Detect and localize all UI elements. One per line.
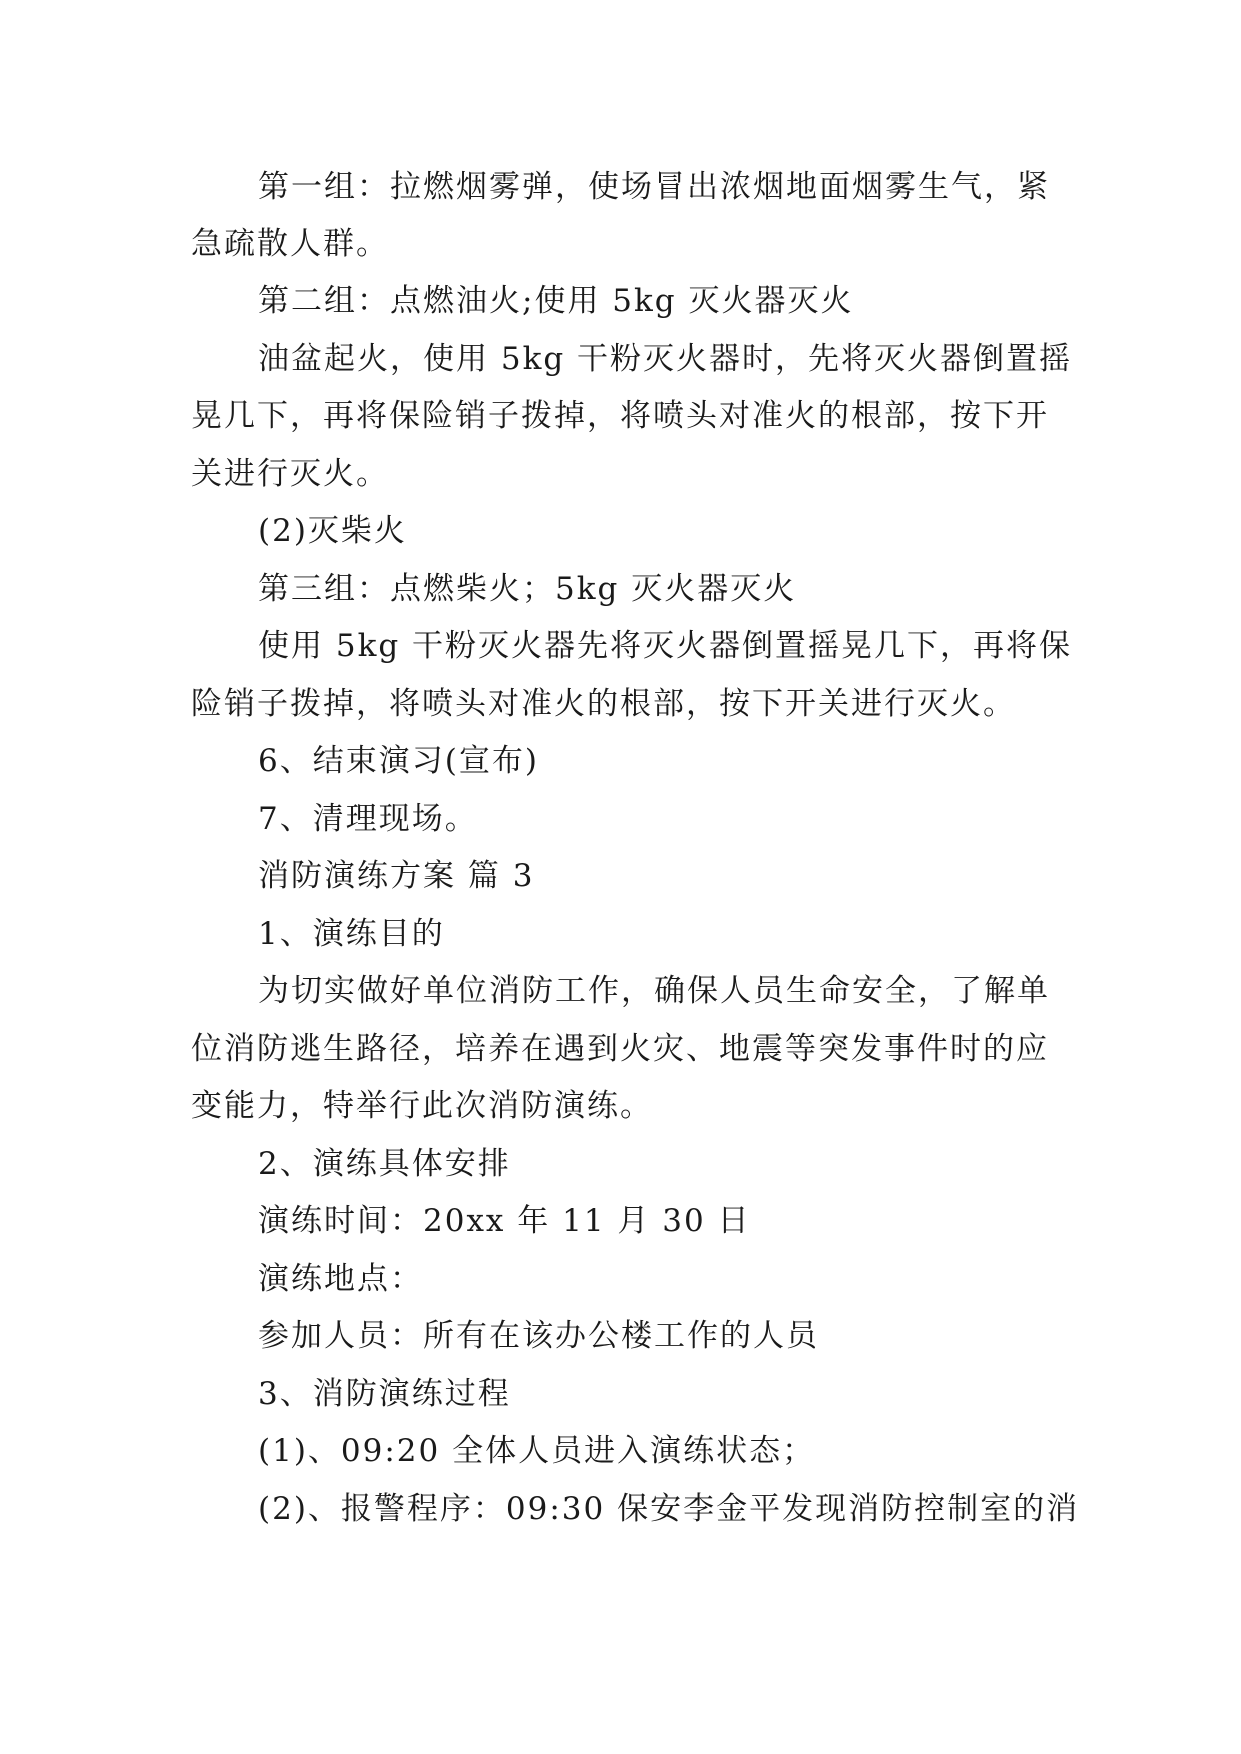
paragraph-line: (2)灭柴火 (258, 513, 407, 549)
paragraph-line: 为切实做好单位消防工作，确保人员生命安全，了解单 (258, 973, 1050, 1009)
paragraph-line: 险销子拨掉，将喷头对准火的根部，按下开关进行灭火。 (191, 686, 1016, 722)
paragraph-line: 7、清理现场。 (258, 801, 478, 837)
section-heading: 消防演练方案 篇 3 (258, 858, 535, 894)
paragraph-line: 1、演练目的 (258, 916, 445, 952)
paragraph-line: 6、结束演习(宣布) (258, 743, 539, 779)
paragraph-line: 位消防逃生路径，培养在遇到火灾、地震等突发事件时的应 (191, 1031, 1049, 1067)
paragraph-line: 油盆起火，使用 5kg 干粉灭火器时，先将灭火器倒置摇 (258, 341, 1073, 377)
paragraph-line: 晃几下，再将保险销子拨掉，将喷头对准火的根部，按下开 (191, 398, 1049, 434)
paragraph-line: 第二组：点燃油火;使用 5kg 灭火器灭火 (258, 283, 854, 319)
paragraph-line: 急疏散人群。 (191, 226, 389, 262)
paragraph-line: 第三组：点燃柴火；5kg 灭火器灭火 (258, 571, 797, 607)
paragraph-line: 演练地点： (258, 1261, 423, 1297)
paragraph-line: 3、消防演练过程 (258, 1376, 511, 1412)
paragraph-line: 参加人员：所有在该办公楼工作的人员 (258, 1318, 819, 1354)
paragraph-line: (1)、09:20 全体人员进入演练状态； (258, 1433, 816, 1469)
paragraph-line: 使用 5kg 干粉灭火器先将灭火器倒置摇晃几下，再将保 (258, 628, 1073, 664)
paragraph-line: 第一组：拉燃烟雾弹，使场冒出浓烟地面烟雾生气，紧 (258, 169, 1050, 205)
paragraph-line: 变能力，特举行此次消防演练。 (191, 1088, 653, 1124)
paragraph-line: 演练时间：20xx 年 11 月 30 日 (258, 1203, 751, 1239)
paragraph-line: 关进行灭火。 (191, 456, 389, 492)
paragraph-line: 2、演练具体安排 (258, 1146, 511, 1182)
paragraph-line: (2)、报警程序：09:30 保安李金平发现消防控制室的消 (258, 1491, 1080, 1527)
